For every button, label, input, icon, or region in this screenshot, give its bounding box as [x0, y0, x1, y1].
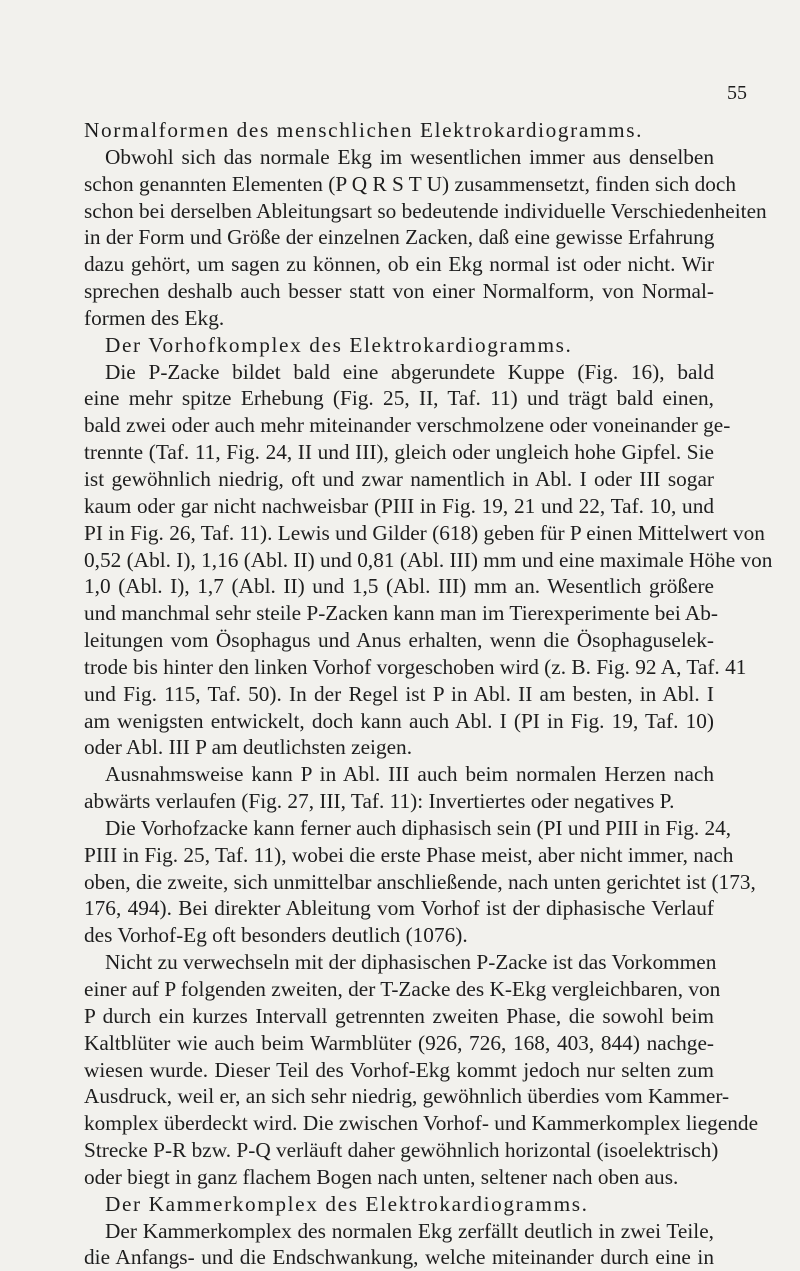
text-line: Der Vorhofkomplex des Elektrokardiogramms. — [105, 332, 573, 357]
text-line: Obwohl sich das normale Ekg im wesentlichen immer aus denselben — [105, 144, 714, 169]
paragraph — [84, 359, 773, 762]
text-line: Kaltblüter wie auch beim Warmblüter (926, 726, 168, 403, 844) nachge- — [84, 1030, 714, 1055]
text-line: kaum oder gar nicht nachweisbar (PIII in Fig. 19, 21 und 22, Taf. 10, und — [84, 493, 714, 518]
text-line: 176, 494). Bei direkter Ableitung vom Vorhof ist der diphasische Verlauf — [84, 896, 714, 921]
text-line: sprechen deshalb auch besser statt von einer Normalform, von Normal- — [84, 279, 714, 304]
paragraph — [84, 1191, 714, 1218]
page-number: 55 — [727, 82, 747, 104]
text-line: Der Kammerkomplex des Elektrokardiogramms. — [105, 1191, 589, 1216]
paragraph — [84, 1218, 714, 1271]
text-line: trennte (Taf. 11, Fig. 24, II und III), gleich oder ungleich hohe Gipfel. Sie — [84, 440, 714, 465]
body-text — [84, 117, 773, 1271]
paragraph — [84, 815, 756, 949]
text-line: oder Abl. III P am deutlichsten zeigen. — [84, 735, 413, 760]
text-line: Nicht zu verwechseln mit der diphasischen P-Zacke ist das Vorkommen — [105, 950, 717, 975]
text-line: ist gewöhnlich niedrig, oft und zwar namentlich in Abl. I oder III sogar — [84, 466, 714, 491]
text-line: abwärts verlaufen (Fig. 27, III, Taf. 11): Invertiertes oder negatives P. — [84, 789, 675, 814]
text-line: wiesen wurde. Dieser Teil des Vorhof-Ekg kommt jedoch nur selten zum — [84, 1057, 714, 1082]
paragraph — [84, 144, 767, 332]
text-line: Die Vorhofzacke kann ferner auch diphasisch sein (PI und PIII in Fig. 24, — [105, 815, 732, 840]
text-line: schon genannten Elementen (P Q R S T U) zusammensetzt, finden sich doch — [84, 171, 736, 196]
text-line: Der Kammerkomplex des normalen Ekg zerfällt deutlich in zwei Teile, — [105, 1218, 714, 1243]
text-line: oben, die zweite, sich unmittelbar anschließende, nach unten gerichtet ist (173, — [84, 869, 756, 894]
text-line: komplex überdeckt wird. Die zwischen Vorhof- und Kammerkomplex liegende — [84, 1111, 759, 1136]
text-line: PIII in Fig. 25, Taf. 11), wobei die erste Phase meist, aber nicht immer, nach — [84, 842, 734, 867]
text-line: schon bei derselben Ableitungsart so bedeutende individuelle Verschiedenheiten — [84, 198, 767, 223]
text-line: einer auf P folgenden zweiten, der T-Zacke des K-Ekg vergleichbaren, von — [84, 977, 721, 1001]
text-line: Ausdruck, weil er, an sich sehr niedrig, gewöhnlich überdies vom Kammer- — [84, 1084, 730, 1109]
text-line: oder biegt in ganz flachem Bogen nach unten, seltener nach oben aus. — [84, 1164, 679, 1189]
text-line: Ausnahmsweise kann P in Abl. III auch beim normalen Herzen nach — [105, 762, 714, 787]
text-line: 0,52 (Abl. I), 1,16 (Abl. II) und 0,81 (Abl. III) mm und eine maximale Höhe von — [84, 547, 773, 572]
text-line: trode bis hinter den linken Vorhof vorgeschoben wird (z. B. Fig. 92 A, Taf. 41 — [84, 654, 747, 679]
paragraph — [84, 761, 714, 815]
text-line: bald zwei oder auch mehr miteinander verschmolzene oder voneinander ge- — [84, 413, 731, 438]
text-line: Die P-Zacke bildet bald eine abgerundete Kuppe (Fig. 16), bald — [105, 359, 714, 384]
text-line: und Fig. 115, Taf. 50). In der Regel ist P in Abl. II am besten, in Abl. I — [84, 681, 714, 706]
text-line: die Anfangs- und die Endschwankung, welche miteinander durch eine in — [84, 1245, 714, 1270]
text-line: Strecke P-R bzw. P-Q verläuft daher gewöhnlich horizontal (isoelektrisch) — [84, 1138, 719, 1163]
text-line: dazu gehört, um sagen zu können, ob ein Ekg normal ist oder nicht. Wir — [84, 252, 714, 277]
text-line: P durch ein kurzes Intervall getrennten zweiten Phase, die sowohl beim — [84, 1003, 714, 1028]
paragraph — [84, 117, 714, 144]
text-line: leitungen vom Ösophagus und Anus erhalten, wenn die Ösophaguselek- — [84, 628, 714, 653]
paragraph — [84, 949, 759, 1191]
paragraph — [84, 332, 714, 359]
text-line: formen des Ekg. — [84, 305, 225, 330]
text-line: eine mehr spitze Erhebung (Fig. 25, II, Taf. 11) und trägt bald einen, — [84, 386, 714, 411]
text-line: und manchmal sehr steile P-Zacken kann man im Tierexperimente bei Ab- — [84, 601, 719, 626]
text-line: 1,0 (Abl. I), 1,7 (Abl. II) und 1,5 (Abl. III) mm an. Wesentlich größere — [84, 574, 714, 599]
text-line: PI in Fig. 26, Taf. 11). Lewis und Gilder (618) geben für P einen Mittelwert von — [84, 520, 765, 545]
text-line: des Vorhof-Eg oft besonders deutlich (1076). — [84, 923, 468, 948]
text-line: am wenigsten entwickelt, doch kann auch Abl. I (PI in Fig. 19, Taf. 10) — [84, 708, 714, 733]
text-line: Normalformen des menschlichen Elektrokardiogramms. — [84, 118, 644, 142]
text-line: in der Form und Größe der einzelnen Zacken, daß eine gewisse Erfahrung — [84, 225, 715, 250]
